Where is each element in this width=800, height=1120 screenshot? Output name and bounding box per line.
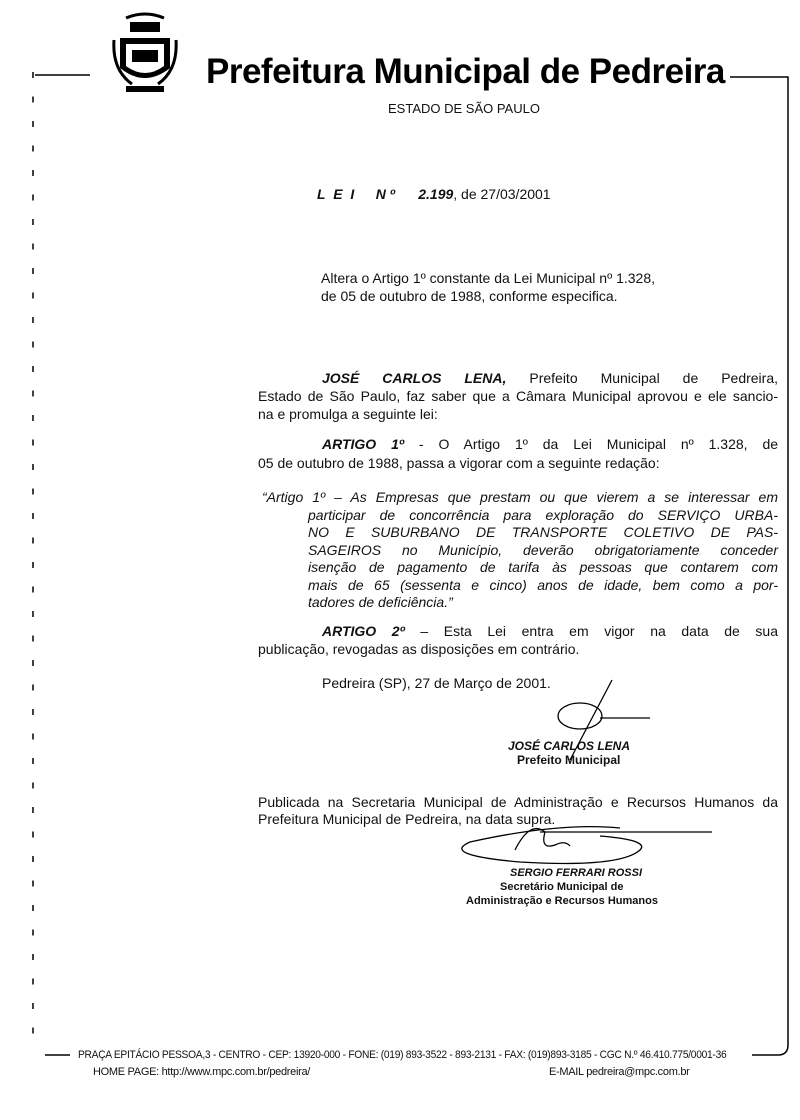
footer-homepage[interactable]: HOME PAGE: http://www.mpc.com.br/pedreira/ [93,1066,311,1078]
header-title: Prefeitura Municipal de Pedreira [206,52,725,91]
quote-line: mais de 65 (sessenta e cinco) anos de idade, bem como a por- [308,577,778,593]
artigo1-line: ARTIGO 1º - O Artigo 1º da Lei Municipal nº 1.328, de [322,436,779,452]
quote-line: tadores de deficiência.” [308,594,453,610]
quote-line: participar de concorrência para exploração do SERVIÇO URBA- [308,507,778,523]
ementa-line: de 05 de outubro de 1988, conforme especifica. [321,288,618,304]
quote-line: isenção de pagamento de tarifa às pessoas que contarem com [308,559,778,575]
signature2-role: Administração e Recursos Humanos [466,895,658,907]
artigo1-line: 05 de outubro de 1988, passa a vigorar com a seguinte redação: [258,455,660,471]
footer-address: PRAÇA EPITÁCIO PESSOA,3 - CENTRO - CEP: 13920-000 - FONE: (019) 893-3522 - 893-2131 - FAX: (019)893-3185 - CGC N.º 46.410.775/0001-36 [78,1049,727,1061]
preamble-line: JOSÉ CARLOS LENA, Prefeito Municipal de Pedreira, [322,370,779,386]
signature2-role: Secretário Municipal de [500,881,624,893]
signature1-role: Prefeito Municipal [517,753,621,767]
artigo2-line: ARTIGO 2º – Esta Lei entra em vigor na data de sua [322,623,778,639]
preamble-line: Estado de São Paulo, faz saber que a Câmara Municipal aprovou e ele sancio- [258,388,778,404]
ementa-line: Altera o Artigo 1º constante da Lei Municipal nº 1.328, [321,270,655,286]
quote-line: SAGEIROS no Município, deverão obrigatoriamente conceder [308,542,778,558]
place-date: Pedreira (SP), 27 de Março de 2001. [322,675,551,691]
footer-email[interactable]: E-MAIL pedreira@mpc.com.br [549,1066,690,1078]
quote-line: NO E SUBURBANO DE TRANSPORTE COLETIVO DE PAS- [308,524,778,540]
artigo2-line: publicação, revogadas as disposições em contrário. [258,641,580,657]
publication-line: Publicada na Secretaria Municipal de Administração e Recursos Humanos da [258,794,778,810]
signature1-name: JOSÉ CARLOS LENA [508,739,631,753]
publication-line: Prefeitura Municipal de Pedreira, na data supra. [258,811,556,827]
quote-line: “Artigo 1º – As Empresas que prestam ou que vierem a se interessar em [262,489,778,505]
law-label: L E I N º 2.199, de 27/03/2001 [317,186,551,202]
preamble-line: na e promulga a seguinte lei: [258,406,438,422]
signature2-name: SERGIO FERRARI ROSSI [510,867,643,879]
header-subtitle: ESTADO DE SÃO PAULO [388,101,540,116]
